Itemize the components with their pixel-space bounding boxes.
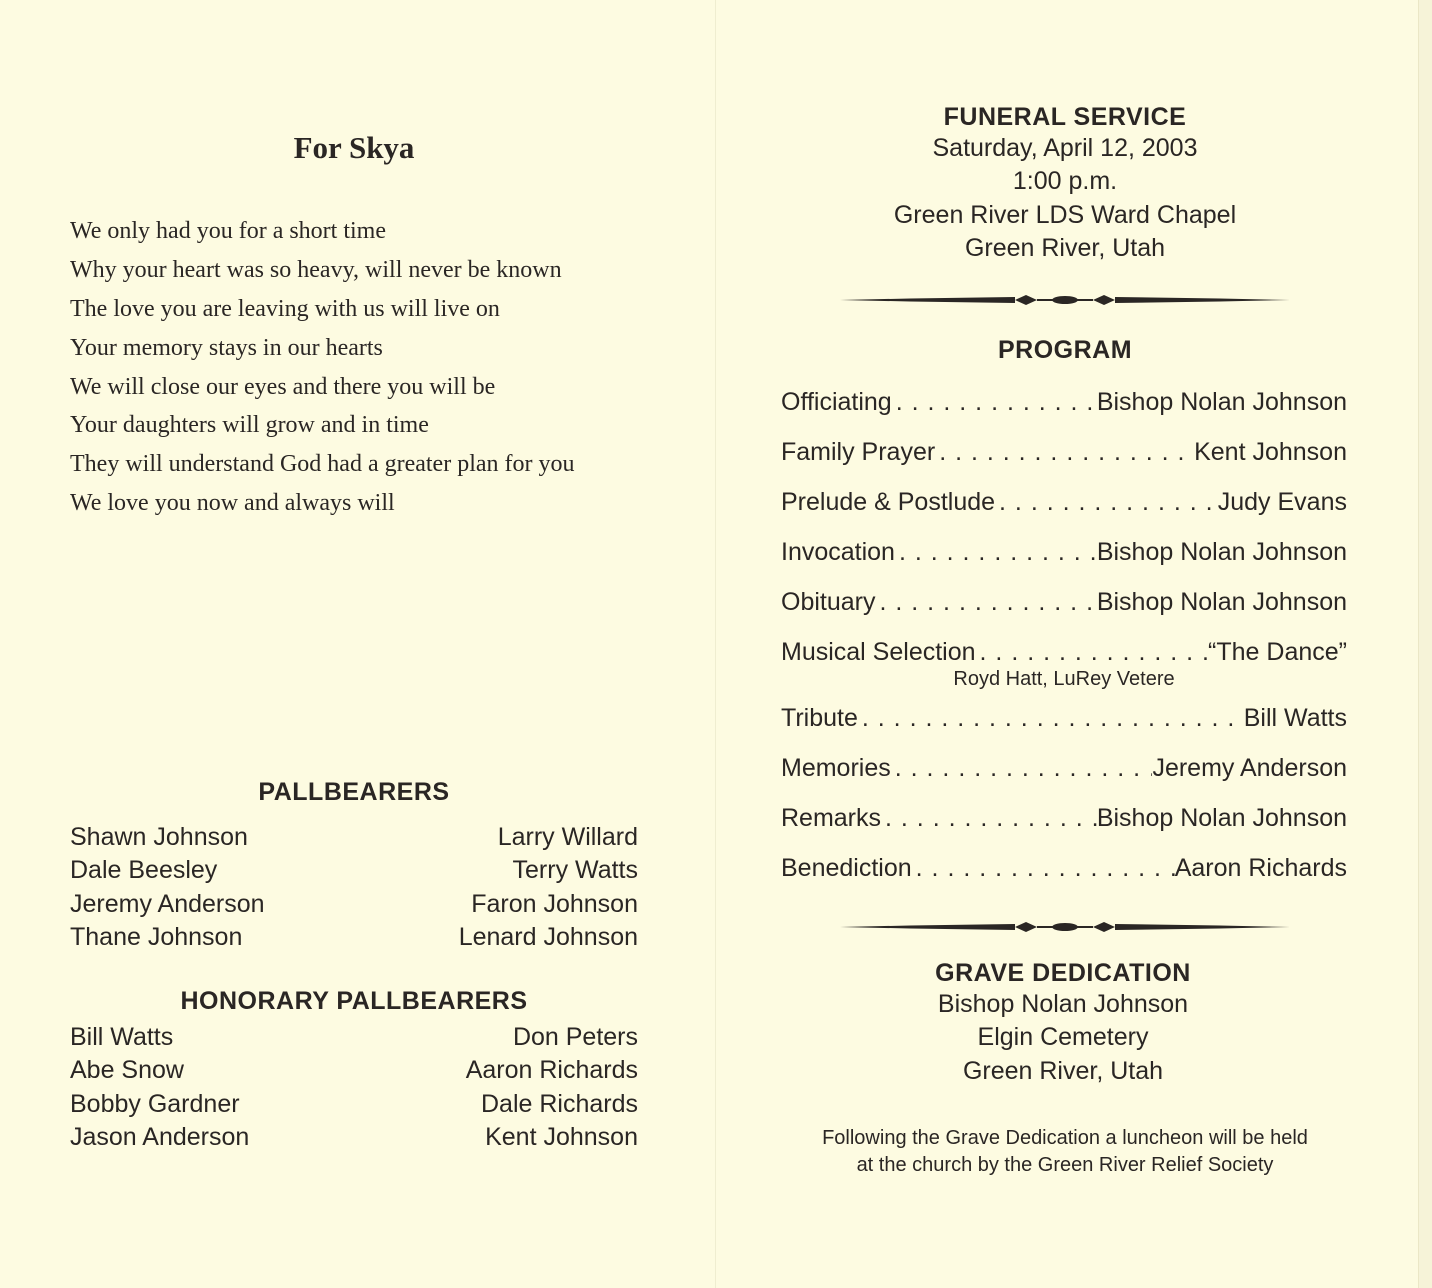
poem-line: Your daughters will grow and in time	[70, 412, 429, 439]
program-item-value: Bishop Nolan Johnson	[1096, 388, 1347, 416]
dot-leader	[976, 633, 1209, 671]
poem-line: We only had you for a short time	[70, 218, 386, 244]
program-item-label: Tribute	[781, 704, 858, 732]
program-item	[781, 433, 1347, 483]
dot-leader	[935, 433, 1194, 471]
program-item	[781, 533, 1347, 583]
program-item-label: Memories	[781, 754, 891, 782]
honorary-pallbearer-row	[70, 1021, 638, 1054]
grave-dedication-city: Green River, Utah	[962, 1056, 1164, 1085]
dot-leader	[881, 799, 1097, 837]
ornamental-divider	[840, 920, 1290, 934]
pallbearer-name: Larry Willard	[497, 823, 638, 851]
pallbearer-name: Jeremy Anderson	[70, 889, 265, 918]
program-item-value: Bishop Nolan Johnson	[1096, 588, 1347, 616]
poem-line: We will close our eyes and there you will be	[70, 373, 496, 400]
service-city: Green River, Utah	[964, 234, 1166, 263]
pallbearer-row	[70, 854, 638, 887]
pallbearer-name: Dale Beesley	[70, 856, 218, 885]
service-heading: FUNERAL SERVICE	[943, 103, 1187, 131]
honorary-pallbearer-name: Jason Anderson	[70, 1123, 250, 1152]
honorary-pallbearer-name: Abe Snow	[70, 1056, 184, 1085]
service-date: Saturday, April 12, 2003	[932, 134, 1198, 162]
honorary-pallbearer-name: Bill Watts	[70, 1023, 174, 1051]
pallbearer-row	[70, 888, 638, 921]
program-heading: PROGRAM	[997, 336, 1133, 364]
program-item-label: Remarks	[781, 804, 882, 832]
pallbearers-list	[70, 821, 638, 955]
ornamental-divider	[840, 293, 1290, 307]
dot-leader	[875, 583, 1096, 621]
program-item-value: Jeremy Anderson	[1152, 754, 1347, 782]
program-heading-wrap	[780, 336, 1350, 365]
program-item-value: Bill Watts	[1243, 704, 1347, 732]
service-time: 1:00 p.m.	[1012, 167, 1118, 196]
program-item	[781, 849, 1347, 899]
poem-title: For Skya	[293, 130, 415, 165]
program-item-label: Family Prayer	[781, 438, 936, 466]
paper-edge	[1418, 0, 1432, 1288]
dot-leader	[891, 749, 1153, 787]
luncheon-note-line: at the church by the Green River Relief Society	[856, 1154, 1274, 1176]
honorary-pallbearer-name: Kent Johnson	[485, 1123, 638, 1152]
center-fold	[715, 0, 716, 1288]
dot-leader	[892, 383, 1097, 421]
honorary-pallbearer-row	[70, 1088, 638, 1121]
poem-line: Your memory stays in our hearts	[70, 334, 383, 361]
pallbearer-name: Terry Watts	[512, 856, 638, 885]
honorary-pallbearer-name: Don Peters	[512, 1023, 638, 1051]
program-item-label: Invocation	[781, 538, 895, 566]
program-item-value: Kent Johnson	[1194, 438, 1347, 466]
program-item-label: Benediction	[781, 854, 912, 882]
poem-line: The love you are leaving with us will live on	[70, 295, 500, 322]
grave-dedication-officiant: Bishop Nolan Johnson	[937, 990, 1189, 1018]
program-item	[781, 483, 1347, 533]
program-item-value: Bishop Nolan Johnson	[1096, 804, 1347, 832]
poem-line: We love you now and always will	[70, 490, 395, 517]
program-item-value: Judy Evans	[1217, 488, 1347, 516]
poem-body	[70, 212, 670, 523]
service-location: Green River LDS Ward Chapel	[893, 200, 1237, 229]
pallbearer-name: Faron Johnson	[471, 889, 638, 918]
program-item	[781, 749, 1347, 799]
honorary-pallbearer-row	[70, 1121, 638, 1154]
pallbearer-name: Shawn Johnson	[70, 823, 248, 851]
honorary-pallbearer-name: Dale Richards	[480, 1089, 638, 1118]
program-item-value: Bishop Nolan Johnson	[1096, 538, 1347, 566]
dot-leader	[895, 533, 1097, 571]
dot-leader	[995, 483, 1218, 521]
program-item-value: “The Dance”	[1208, 638, 1347, 666]
poem-line: Why your heart was so heavy, will never be known	[70, 256, 562, 283]
program-item	[781, 583, 1347, 633]
honorary-pallbearers-heading: HONORARY PALLBEARERS	[180, 987, 528, 1015]
program-item	[781, 799, 1347, 849]
grave-dedication-cemetery: Elgin Cemetery	[977, 1023, 1149, 1052]
luncheon-note-line: Following the Grave Dedication a luncheon will be held	[822, 1127, 1308, 1149]
program-item-label: Obituary	[781, 588, 876, 616]
pallbearer-name: Lenard Johnson	[458, 923, 638, 952]
pallbearer-row	[70, 921, 638, 954]
luncheon-note	[760, 1125, 1370, 1179]
program-item-value: Aaron Richards	[1174, 854, 1347, 882]
honorary-pallbearer-name: Aaron Richards	[465, 1056, 638, 1085]
program-item-performers: Royd Hatt, LuRey Vetere	[953, 668, 1175, 690]
dot-leader	[858, 699, 1244, 737]
dot-leader	[912, 849, 1175, 887]
honorary-pallbearers-list	[70, 1021, 638, 1155]
service-details	[780, 103, 1350, 266]
pallbearer-name: Thane Johnson	[70, 923, 243, 952]
poem-line: They will understand God had a greater plan for you	[70, 451, 575, 478]
grave-dedication-heading: GRAVE DEDICATION	[935, 959, 1191, 987]
pallbearers-heading: PALLBEARERS	[258, 778, 450, 806]
program-item-label: Prelude & Postlude	[781, 488, 996, 516]
program-item-label: Officiating	[781, 388, 892, 416]
pallbearer-row	[70, 821, 638, 854]
program-item-label: Musical Selection	[781, 638, 976, 666]
grave-dedication	[778, 959, 1348, 1088]
program-list	[781, 383, 1347, 899]
honorary-pallbearer-row	[70, 1054, 638, 1087]
honorary-pallbearer-name: Bobby Gardner	[70, 1089, 240, 1118]
program-item	[781, 699, 1347, 749]
program-item	[781, 383, 1347, 433]
